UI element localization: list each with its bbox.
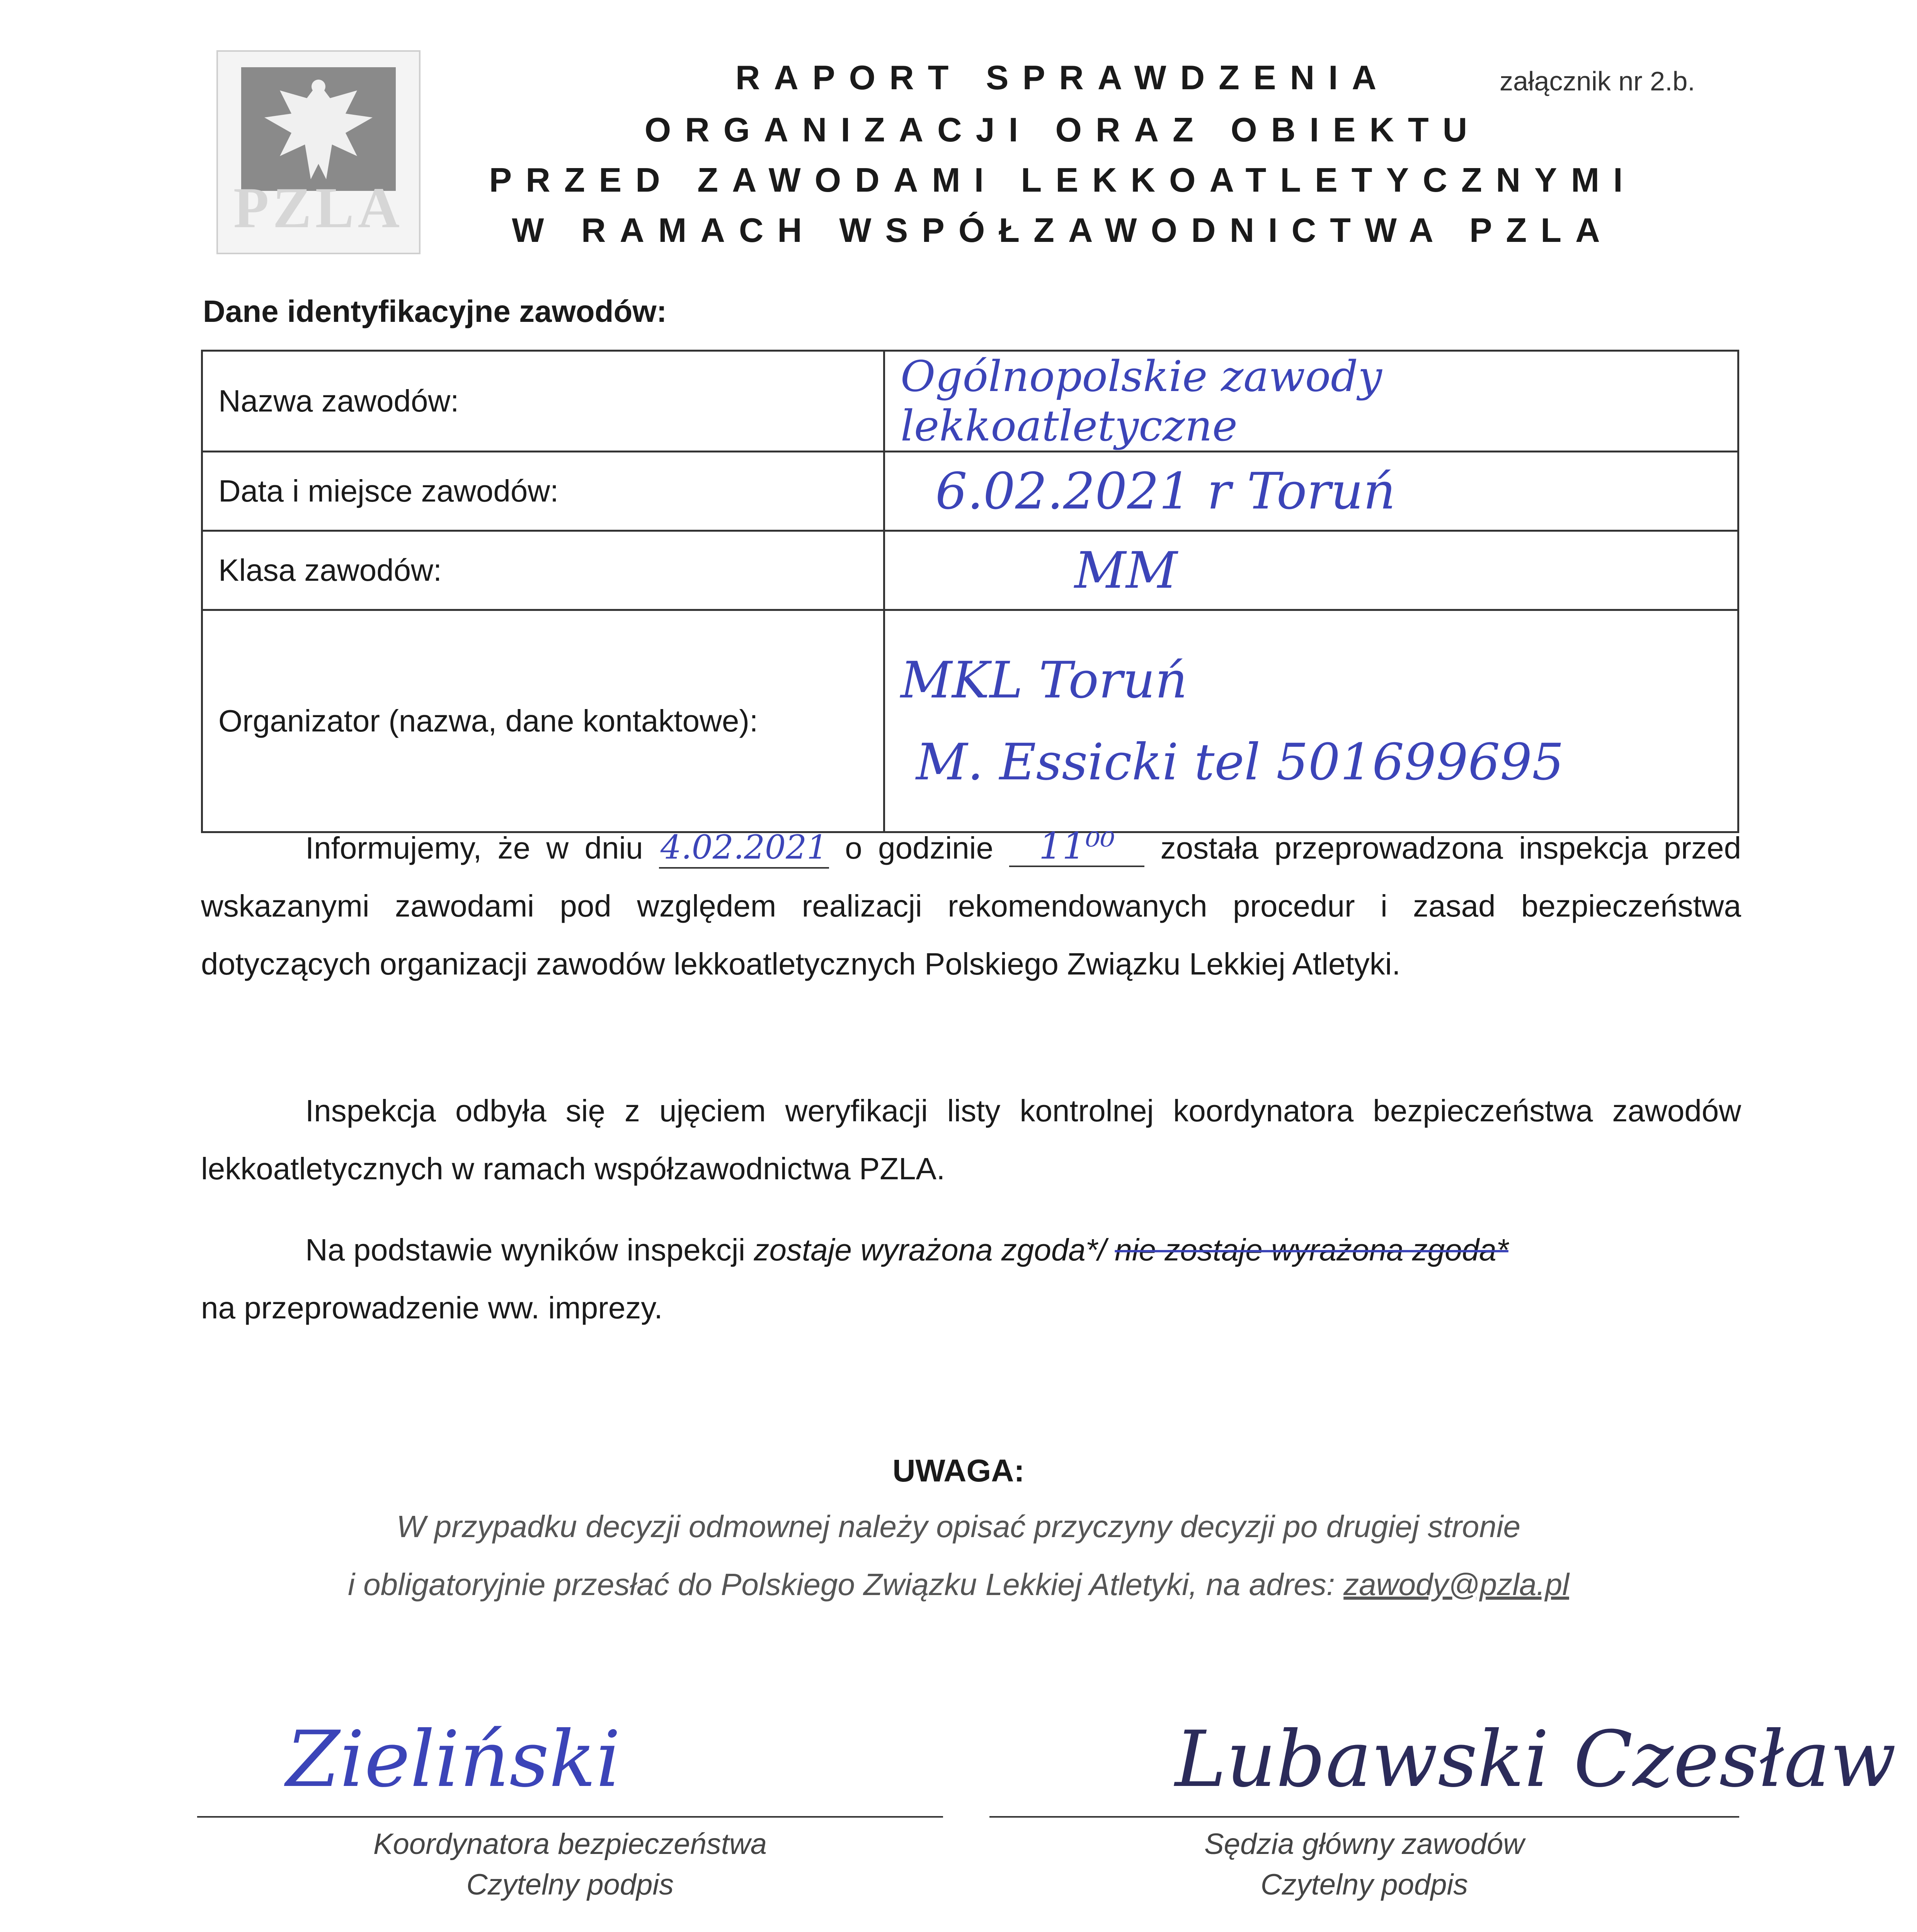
identification-table [201,350,1739,833]
attachment-number: załącznik nr 2.b. [1500,66,1695,96]
table-row [202,351,1738,452]
organizer-field [884,610,1738,832]
text: Informujemy, że w dniu [305,831,643,865]
handwritten-value: MKL Toruń [901,651,1188,709]
row-label: Organizator (nazwa, dane kontaktowe): [202,610,884,832]
title-line-1: RAPORT SPRAWDZENIA [735,58,1391,97]
struck-refusal-text: nie zostaje wyrażona zgoda* [1115,1233,1508,1267]
inspection-hour-field: 11⁰⁰ [1009,827,1144,867]
coordinator-caption [197,1824,943,1905]
logo-text: PZLA [233,176,404,240]
verification-paragraph [201,1082,1741,1198]
identification-heading: Dane identyfikacyjne zawodów: [203,294,667,328]
inspection-date-field: 4.02.2021 [659,828,829,869]
notice-heading: UWAGA: [892,1453,1025,1488]
signature-line [989,1816,1739,1818]
row-label: Data i miejsce zawodów: [202,452,884,531]
decision-paragraph [201,1221,1741,1337]
referee-signature: Lubawski Czesław [1175,1714,1897,1804]
handwritten-value: MM [1074,541,1178,600]
inspection-paragraph [201,819,1741,993]
handwritten-value: 6.02.2021 r Toruń [935,462,1396,520]
text: o godzinie [845,831,994,865]
text: Inspekcja odbyła się z ujęciem weryfikacji listy kontrolnej koordynatora bezpieczeństwa zawodów lekkoatletycznych w ramach współzawodnictwa PZLA. [201,1094,1741,1186]
eagle-emblem-icon [241,67,396,191]
handwritten-value: M. Essicki tel 501699695 [916,733,1564,791]
table-row [202,531,1738,610]
notice-line-2 [0,1567,1917,1602]
class-field [884,531,1738,610]
row-label: Nazwa zawodów: [202,351,884,452]
text: została przeprowadzona inspekcja przed wskazanymi zawodami pod względem realizacji rekomendowanych procedur i zasad bezpieczeństwa dotyczących organizacji zawodów lekkoatletycznych Polskiego Związku Lekkiej Atletyki. [201,831,1742,981]
handwritten-value: Ogólnopolskie zawody lekkoatletyczne [901,352,1382,451]
caption-subtitle: Czytelny podpis [466,1868,674,1901]
competition-name-field [884,351,1738,452]
signature-line [197,1816,943,1818]
notice-line-1: W przypadku decyzji odmownej należy opisać przyczyny decyzji po drugiej stronie [397,1509,1520,1544]
table-row [202,452,1738,531]
title-line-3: PRZED ZAWODAMI LEKKOATLETYCZNYMI [489,161,1637,199]
date-place-field [884,452,1738,531]
caption-title: Koordynatora bezpieczeństwa [373,1828,767,1861]
title-line-4: W RAMACH WSPÓŁZAWODNICTWA PZLA [512,211,1614,249]
email-link[interactable]: zawody@pzla.pl [1343,1567,1569,1602]
text: i obligatoryjnie przesłać do Polskiego Związku Lekkiej Atletyki, na adres: [348,1567,1335,1602]
consent-text: zostaje wyrażona zgoda*/ [754,1233,1107,1267]
row-label: Klasa zawodów: [202,531,884,610]
caption-subtitle: Czytelny podpis [1260,1868,1468,1901]
text: na przeprowadzenie ww. imprezy. [201,1291,663,1325]
table-row [202,610,1738,832]
pzla-logo [216,50,421,254]
text: Na podstawie wyników inspekcji [305,1233,746,1267]
referee-caption [989,1824,1739,1905]
title-line-2: ORGANIZACJI ORAZ OBIEKTU [644,111,1481,149]
coordinator-signature: Zieliński [286,1714,621,1804]
caption-title: Sędzia główny zawodów [1204,1828,1525,1861]
